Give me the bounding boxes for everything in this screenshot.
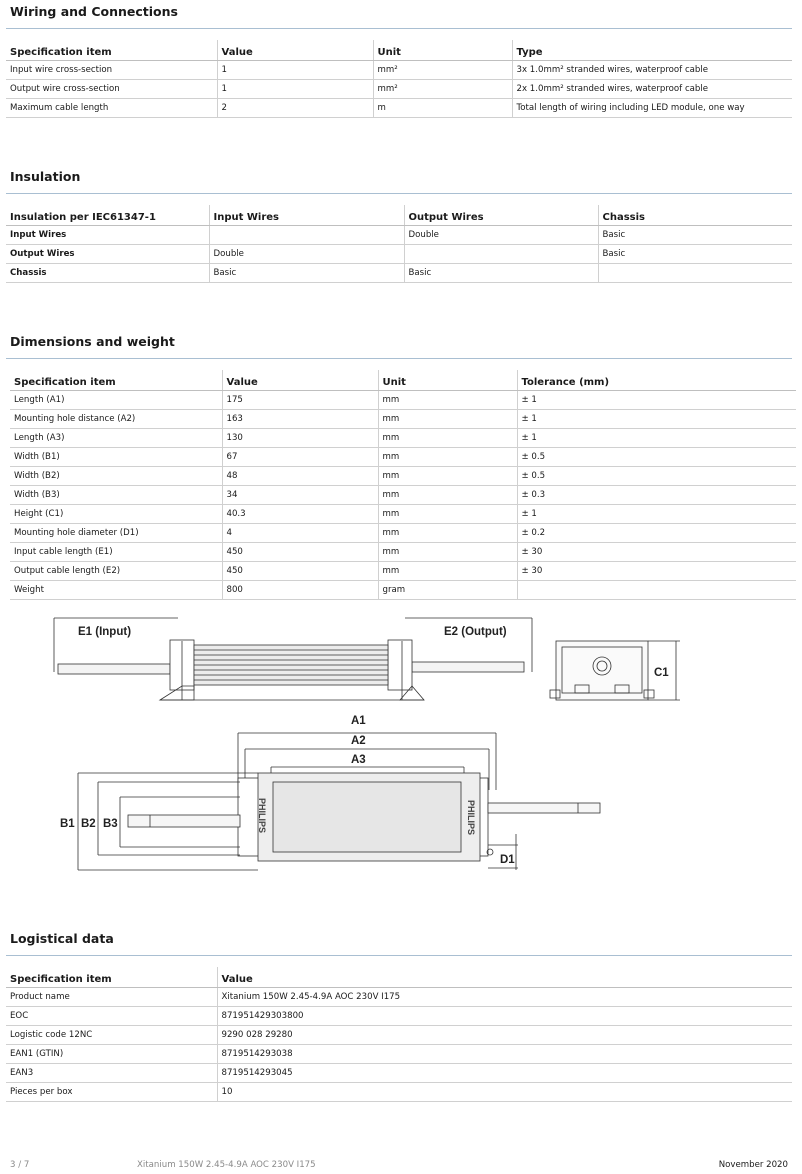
- table-row: [10, 581, 796, 600]
- table-row: [6, 1064, 792, 1083]
- table-cell: 48: [222, 467, 378, 486]
- table-cell: mm: [378, 429, 517, 448]
- label-c1: C1: [654, 667, 669, 679]
- table-row: [10, 391, 796, 410]
- column-header: Value: [217, 40, 373, 61]
- table-cell: 163: [222, 410, 378, 429]
- table-cell: ± 1: [517, 391, 796, 410]
- table-row: [10, 429, 796, 448]
- table-body: [10, 391, 796, 600]
- table-cell: 8719514293038: [217, 1045, 792, 1064]
- row-label-cell: Output cable length (E2): [10, 562, 222, 581]
- brand-logo-left: PHILIPS: [257, 798, 267, 834]
- table-row: [10, 543, 796, 562]
- row-label-cell: EAN3: [6, 1064, 217, 1083]
- table-cell: mm: [378, 543, 517, 562]
- row-label-cell: Length (A1): [10, 391, 222, 410]
- table-row: [6, 80, 792, 99]
- table-cell: 450: [222, 543, 378, 562]
- table-cell: 4: [222, 524, 378, 543]
- table-row: [6, 1045, 792, 1064]
- label-e2: E2 (Output): [444, 626, 507, 638]
- table-cell: 871951429303800: [217, 1007, 792, 1026]
- table-cell: mm: [378, 448, 517, 467]
- column-header: Unit: [373, 40, 512, 61]
- table-cell: Basic: [209, 264, 404, 283]
- dimensions-table: [10, 370, 796, 600]
- table-cell: gram: [378, 581, 517, 600]
- label-a2: A2: [351, 735, 366, 747]
- table-cell: 800: [222, 581, 378, 600]
- section-divider: [6, 955, 792, 956]
- table-cell: 130: [222, 429, 378, 448]
- table-row: [10, 524, 796, 543]
- table-cell: ± 0.2: [517, 524, 796, 543]
- row-label-cell: EAN1 (GTIN): [6, 1045, 217, 1064]
- table-cell: mm²: [373, 61, 512, 80]
- column-header: Specification item: [10, 370, 222, 391]
- column-header: Specification item: [6, 967, 217, 988]
- table-body: [6, 988, 792, 1102]
- table-cell: 2: [217, 99, 373, 118]
- column-header: Value: [217, 967, 792, 988]
- table-cell: 40.3: [222, 505, 378, 524]
- row-label-cell: Input Wires: [6, 226, 209, 245]
- table-cell: ± 0.5: [517, 467, 796, 486]
- table-row: [10, 505, 796, 524]
- table-cell: ± 1: [517, 505, 796, 524]
- logistics-section-title: Logistical data: [10, 931, 114, 946]
- table-row: [6, 264, 792, 283]
- column-header: Tolerance (mm): [517, 370, 796, 391]
- row-label-cell: Weight: [10, 581, 222, 600]
- table-cell: Basic: [404, 264, 598, 283]
- table-cell: 34: [222, 486, 378, 505]
- table-cell: 67: [222, 448, 378, 467]
- table-cell: Basic: [598, 245, 792, 264]
- table-cell: ± 0.5: [517, 448, 796, 467]
- page-number: 3 / 7: [10, 1160, 30, 1170]
- row-label-cell: Maximum cable length: [6, 99, 217, 118]
- table-cell: 1: [217, 80, 373, 99]
- table-cell: 10: [217, 1083, 792, 1102]
- table-cell: [598, 264, 792, 283]
- label-b3: B3: [103, 818, 118, 830]
- footer-date: November 2020: [718, 1160, 788, 1170]
- footer-product-name: Xitanium 150W 2.45-4.9A AOC 230V I175: [137, 1160, 316, 1170]
- table-cell: ± 30: [517, 562, 796, 581]
- row-label-cell: Output Wires: [6, 245, 209, 264]
- table-header-row: [10, 370, 796, 391]
- table-row: [6, 1007, 792, 1026]
- row-label-cell: Chassis: [6, 264, 209, 283]
- table-cell: 3x 1.0mm² stranded wires, waterproof cable: [512, 61, 792, 80]
- column-header: Unit: [378, 370, 517, 391]
- dimensions-section-title: Dimensions and weight: [10, 334, 175, 349]
- table-cell: mm: [378, 467, 517, 486]
- table-cell: [517, 581, 796, 600]
- table-cell: ± 0.3: [517, 486, 796, 505]
- table-cell: ± 1: [517, 429, 796, 448]
- table-header-row: [6, 205, 792, 226]
- table-row: [6, 1026, 792, 1045]
- table-row: [10, 448, 796, 467]
- section-divider: [6, 358, 792, 359]
- table-cell: Total length of wiring including LED module, one way: [512, 99, 792, 118]
- label-e1: E1 (Input): [78, 626, 132, 638]
- table-row: [10, 486, 796, 505]
- table-row: [10, 410, 796, 429]
- table-cell: 1: [217, 61, 373, 80]
- table-row: [6, 988, 792, 1007]
- label-a3: A3: [351, 754, 366, 766]
- table-row: [6, 245, 792, 264]
- table-body: [6, 61, 792, 118]
- column-header: Output Wires: [404, 205, 598, 226]
- table-row: [10, 467, 796, 486]
- column-header: Specification item: [6, 40, 217, 61]
- wiring-table: [6, 40, 792, 118]
- table-cell: mm²: [373, 80, 512, 99]
- table-cell: mm: [378, 486, 517, 505]
- table-header-row: [6, 967, 792, 988]
- row-label-cell: Width (B2): [10, 467, 222, 486]
- row-label-cell: Pieces per box: [6, 1083, 217, 1102]
- brand-logo-right: PHILIPS: [466, 800, 476, 836]
- row-label-cell: Mounting hole distance (A2): [10, 410, 222, 429]
- column-header: Insulation per IEC61347-1: [6, 205, 209, 226]
- row-label-cell: Logistic code 12NC: [6, 1026, 217, 1045]
- row-label-cell: Product name: [6, 988, 217, 1007]
- table-cell: mm: [378, 505, 517, 524]
- wiring-section-title: Wiring and Connections: [10, 4, 178, 19]
- section-divider: [6, 28, 792, 29]
- table-cell: ± 30: [517, 543, 796, 562]
- table-cell: mm: [378, 410, 517, 429]
- table-cell: [209, 226, 404, 245]
- table-cell: [404, 245, 598, 264]
- row-label-cell: Mounting hole diameter (D1): [10, 524, 222, 543]
- label-b2: B2: [81, 818, 96, 830]
- table-cell: Double: [404, 226, 598, 245]
- table-cell: 2x 1.0mm² stranded wires, waterproof cable: [512, 80, 792, 99]
- table-cell: 9290 028 29280: [217, 1026, 792, 1045]
- row-label-cell: Height (C1): [10, 505, 222, 524]
- logistics-table: [6, 967, 792, 1102]
- table-cell: 175: [222, 391, 378, 410]
- table-row: [6, 1083, 792, 1102]
- row-label-cell: Width (B1): [10, 448, 222, 467]
- insulation-table: [6, 205, 792, 283]
- label-d1: D1: [500, 854, 515, 866]
- table-cell: ± 1: [517, 410, 796, 429]
- column-header: Chassis: [598, 205, 792, 226]
- label-b1: B1: [60, 818, 75, 830]
- table-cell: mm: [378, 391, 517, 410]
- table-body: [6, 226, 792, 283]
- table-row: [6, 226, 792, 245]
- table-cell: Basic: [598, 226, 792, 245]
- row-label-cell: Input wire cross-section: [6, 61, 217, 80]
- top-view: [78, 733, 600, 870]
- table-row: [6, 61, 792, 80]
- table-cell: mm: [378, 524, 517, 543]
- row-label-cell: Width (B3): [10, 486, 222, 505]
- table-row: [6, 99, 792, 118]
- section-divider: [6, 193, 792, 194]
- column-header: Value: [222, 370, 378, 391]
- dimension-drawing: [0, 605, 802, 880]
- row-label-cell: Output wire cross-section: [6, 80, 217, 99]
- insulation-section-title: Insulation: [10, 169, 81, 184]
- table-cell: Double: [209, 245, 404, 264]
- table-cell: Xitanium 150W 2.45-4.9A AOC 230V I175: [217, 988, 792, 1007]
- row-label-cell: Length (A3): [10, 429, 222, 448]
- table-cell: 450: [222, 562, 378, 581]
- column-header: Type: [512, 40, 792, 61]
- table-cell: mm: [378, 562, 517, 581]
- row-label-cell: EOC: [6, 1007, 217, 1026]
- table-row: [10, 562, 796, 581]
- table-cell: m: [373, 99, 512, 118]
- column-header: Input Wires: [209, 205, 404, 226]
- row-label-cell: Input cable length (E1): [10, 543, 222, 562]
- label-a1: A1: [351, 715, 366, 727]
- table-header-row: [6, 40, 792, 61]
- table-cell: 8719514293045: [217, 1064, 792, 1083]
